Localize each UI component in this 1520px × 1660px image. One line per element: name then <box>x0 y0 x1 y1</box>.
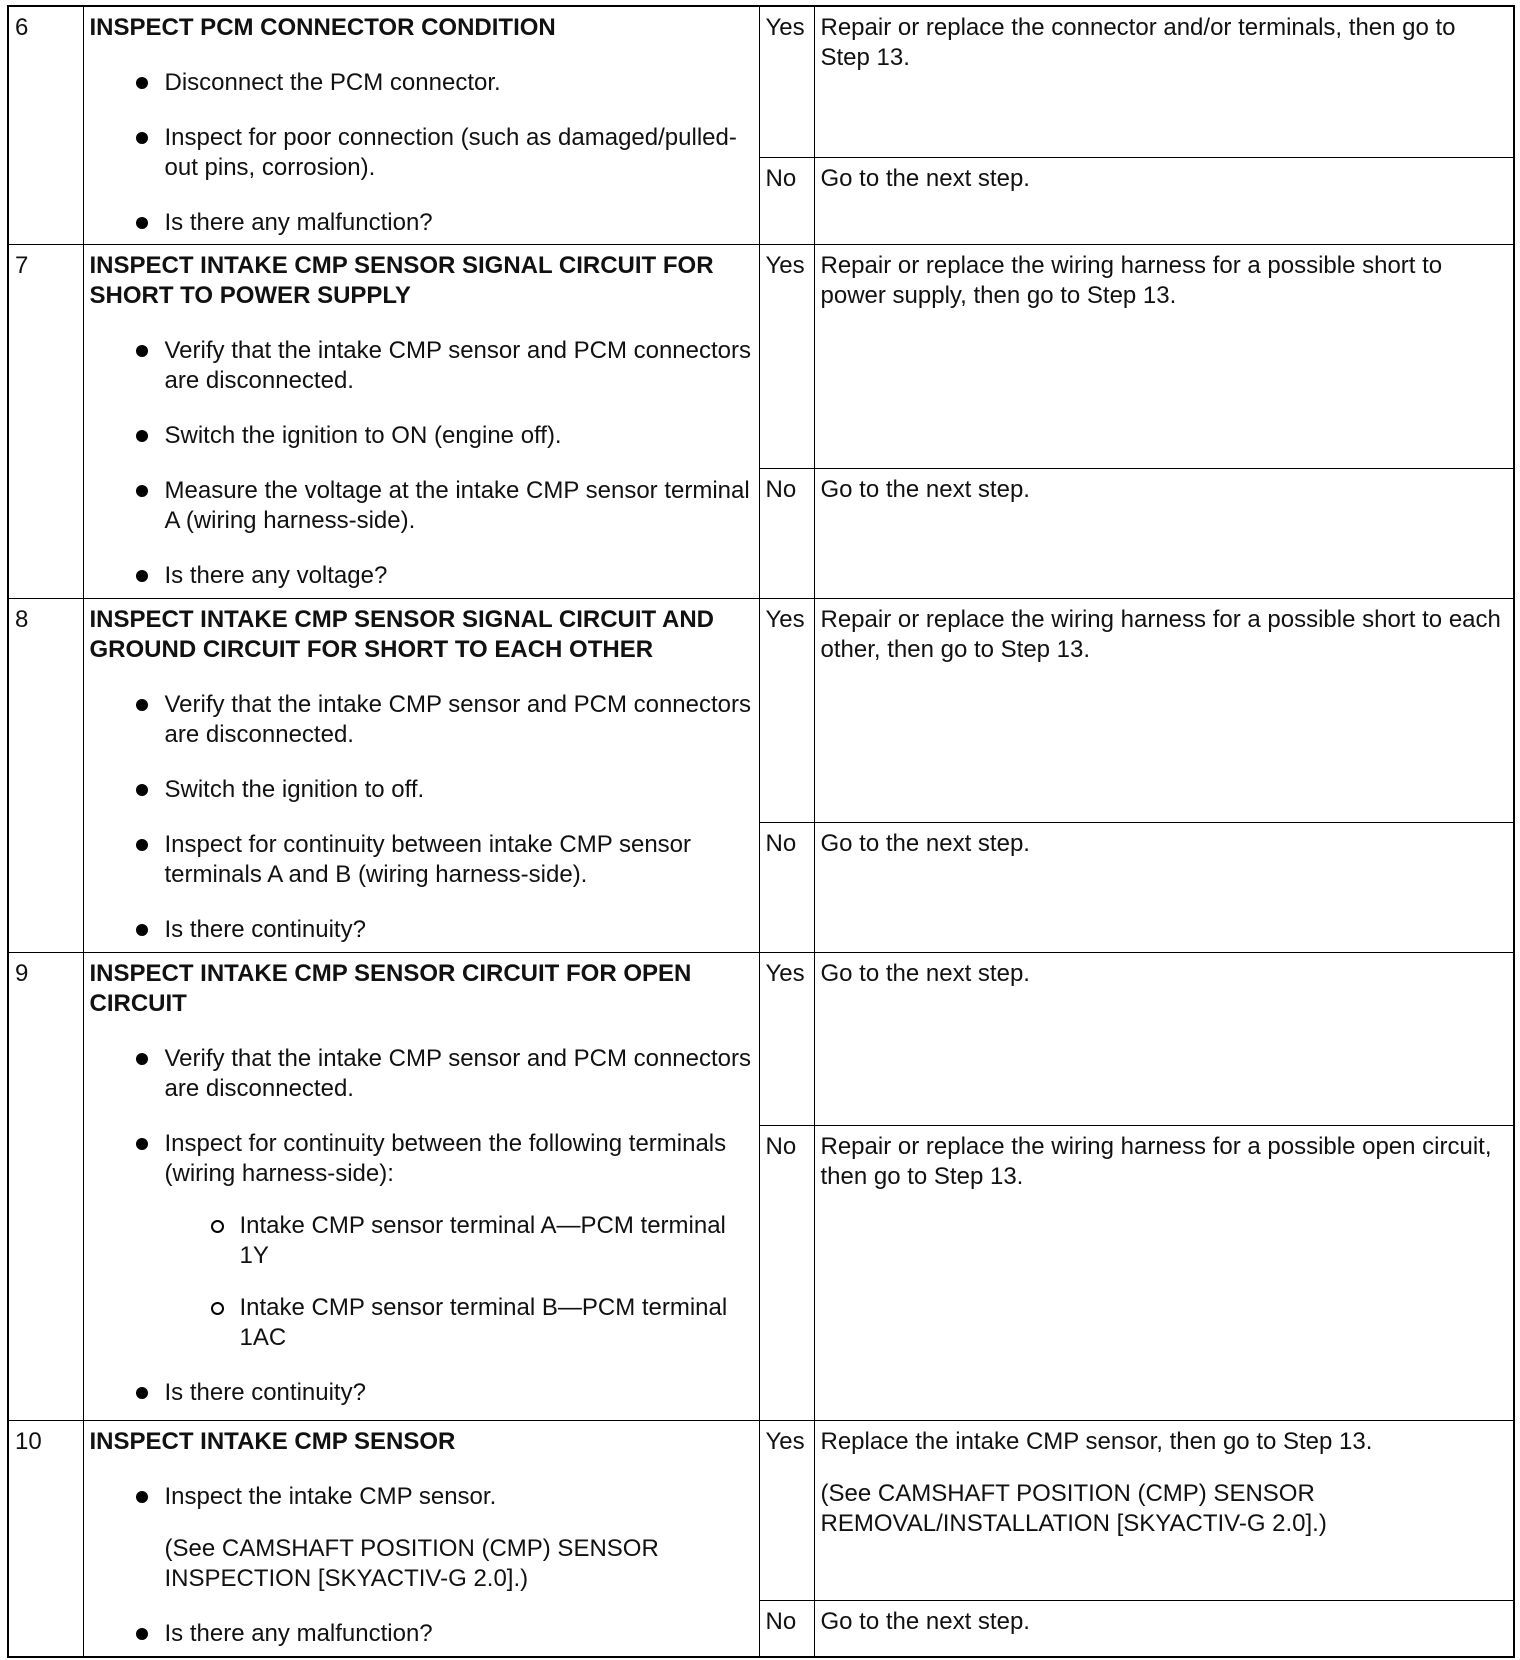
step-procedure <box>83 952 759 1420</box>
bullet-item <box>90 1482 753 1594</box>
bullet-item: Switch the ignition to off. <box>90 775 753 805</box>
bullet-item: Is there any malfunction? <box>90 1619 753 1649</box>
yes-label: Yes <box>759 952 814 1125</box>
bullet-item: Is there continuity? <box>90 915 753 945</box>
yes-action: Repair or replace the wiring harness for a possible short to power supply, then go to Step 13. <box>814 244 1514 468</box>
diagnostic-procedure-table <box>7 5 1515 1658</box>
step-title: INSPECT INTAKE CMP SENSOR <box>89 1427 456 1455</box>
step-procedure <box>83 598 759 952</box>
yes-label: Yes <box>759 598 814 822</box>
step-title: INSPECT INTAKE CMP SENSOR SIGNAL CIRCUIT AND GROUND CIRCUIT FOR SHORT TO EACH OTHER <box>89 605 714 663</box>
bullet-item-text: Inspect for continuity between the following terminals (wiring harness-side): <box>164 1129 727 1187</box>
bullet-item: Is there any voltage? <box>90 561 753 591</box>
step-10-yes-row <box>8 1420 1514 1600</box>
no-action: Go to the next step. <box>814 1600 1514 1657</box>
step-title: INSPECT INTAKE CMP SENSOR SIGNAL CIRCUIT FOR SHORT TO POWER SUPPLY <box>89 251 714 309</box>
bullet-item: Switch the ignition to ON (engine off). <box>90 421 753 451</box>
reference-note: (See CAMSHAFT POSITION (CMP) SENSOR INSPECTION [SKYACTIV-G 2.0].) <box>164 1534 659 1592</box>
yes-label: Yes <box>759 244 814 468</box>
yes-action: Replace the intake CMP sensor, then go to Step 13. <box>820 1427 1373 1455</box>
step-procedure <box>83 6 759 244</box>
bullet-item: Verify that the intake CMP sensor and PCM connectors are disconnected. <box>90 690 753 750</box>
bullet-list <box>90 68 753 238</box>
sub-bullet-item: Intake CMP sensor terminal B—PCM terminal 1AC <box>165 1293 753 1353</box>
yes-action-cell <box>814 1420 1514 1600</box>
bullet-list <box>90 336 753 591</box>
step-8-yes-row <box>8 598 1514 822</box>
step-number: 6 <box>8 6 83 244</box>
yes-action: Go to the next step. <box>814 952 1514 1125</box>
bullet-item: Is there any malfunction? <box>90 208 753 238</box>
no-label: No <box>759 468 814 598</box>
bullet-list <box>90 690 753 945</box>
bullet-item <box>90 1129 753 1353</box>
bullet-item: Inspect for poor connection (such as damaged/pulled-out pins, corrosion). <box>90 123 753 183</box>
bullet-item: Measure the voltage at the intake CMP sensor terminal A (wiring harness-side). <box>90 476 753 536</box>
step-procedure <box>83 244 759 598</box>
bullet-item: Disconnect the PCM connector. <box>90 68 753 98</box>
no-label: No <box>759 822 814 952</box>
no-label: No <box>759 1600 814 1657</box>
yes-label: Yes <box>759 1420 814 1600</box>
bullet-item: Is there continuity? <box>90 1378 753 1408</box>
step-number: 7 <box>8 244 83 598</box>
step-number: 10 <box>8 1420 83 1657</box>
step-title: INSPECT PCM CONNECTOR CONDITION <box>89 14 556 41</box>
bullet-item-text: Inspect the intake CMP sensor. <box>164 1482 497 1510</box>
yes-label: Yes <box>759 6 814 157</box>
step-number: 9 <box>8 952 83 1420</box>
no-action: Go to the next step. <box>814 468 1514 598</box>
yes-action: Repair or replace the connector and/or terminals, then go to Step 13. <box>814 6 1514 157</box>
bullet-item: Verify that the intake CMP sensor and PCM connectors are disconnected. <box>90 336 753 396</box>
sub-bullet-list <box>165 1211 753 1353</box>
step-9-yes-row <box>8 952 1514 1125</box>
bullet-item: Inspect for continuity between intake CMP sensor terminals A and B (wiring harness-side). <box>90 830 753 890</box>
no-action: Go to the next step. <box>814 822 1514 952</box>
no-action: Repair or replace the wiring harness for a possible open circuit, then go to Step 13. <box>814 1125 1514 1420</box>
no-action: Go to the next step. <box>814 157 1514 244</box>
yes-action: Repair or replace the wiring harness for a possible short to each other, then go to Step 13. <box>814 598 1514 822</box>
step-7-yes-row <box>8 244 1514 468</box>
bullet-list <box>90 1044 753 1408</box>
step-title: INSPECT INTAKE CMP SENSOR CIRCUIT FOR OPEN CIRCUIT <box>89 959 692 1017</box>
bullet-list <box>90 1482 753 1649</box>
step-number: 8 <box>8 598 83 952</box>
reference-note: (See CAMSHAFT POSITION (CMP) SENSOR REMOVAL/INSTALLATION [SKYACTIV-G 2.0].) <box>820 1479 1327 1537</box>
step-procedure <box>83 1420 759 1657</box>
bullet-item: Verify that the intake CMP sensor and PCM connectors are disconnected. <box>90 1044 753 1104</box>
no-label: No <box>759 157 814 244</box>
step-6-yes-row <box>8 6 1514 157</box>
sub-bullet-item: Intake CMP sensor terminal A—PCM terminal 1Y <box>165 1211 753 1271</box>
no-label: No <box>759 1125 814 1420</box>
